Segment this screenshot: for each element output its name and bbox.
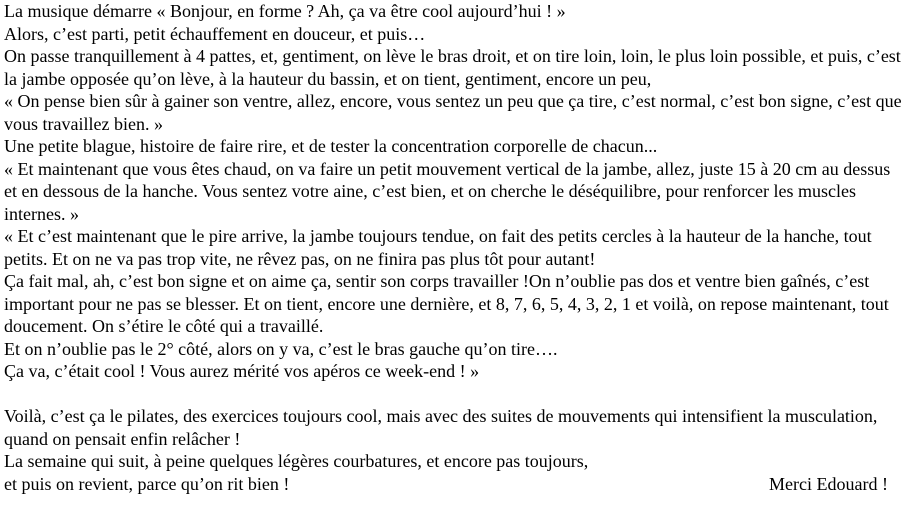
final-line-row	[4, 473, 904, 496]
document-body	[4, 0, 904, 495]
final-line-text: et puis on revient, parce qu’on rit bien !	[4, 473, 290, 494]
paragraph-5: Une petite blague, histoire de faire rire, et de tester la concentration corporelle de chacun...	[4, 136, 658, 156]
signature: Merci Edouard !	[769, 473, 888, 494]
blank-line	[4, 383, 904, 406]
paragraph-2: Alors, c’est parti, petit échauffement en douceur, et puis…	[4, 23, 426, 44]
closing-paragraph-2: La semaine qui suit, à peine quelques légères courbatures, et encore pas toujours,	[4, 451, 589, 471]
paragraph-1: La musique démarre « Bonjour, en forme ? Ah, ça va être cool aujourd’hui ! »	[4, 1, 566, 21]
closing-paragraph-1: Voilà, c’est ça le pilates, des exercices toujours cool, mais avec des suites de mouvements qui intensifient la musculation, quand on pensait enfin relâcher !	[4, 406, 878, 449]
paragraph-7: « Et c’est maintenant que le pire arrive, la jambe toujours tendue, on fait des petits cercles à la hauteur de la hanche, tout petits. Et on ne va pas trop vite, ne rêvez pas, on ne finira pas plus tôt pour autant!	[4, 226, 872, 269]
paragraph-3: On passe tranquillement à 4 pattes, et, gentiment, on lève le bras droit, et on tire loin, loin, le plus loin possible, et puis, c’est la jambe opposée qu’on lève, à la hauteur du bassin, et on tient, gentiment, encore un peu,	[4, 46, 901, 89]
paragraph-9: Et on n’oublie pas le 2° côté, alors on y va, c’est le bras gauche qu’on tire….	[4, 338, 558, 359]
paragraph-4: « On pense bien sûr à gainer son ventre, allez, encore, vous sentez un peu que ça tire, c’est normal, c’est bon signe, c’est que vous travaillez bien. »	[4, 91, 902, 134]
paragraph-10: Ça va, c’était cool ! Vous aurez mérité vos apéros ce week-end ! »	[4, 361, 480, 381]
paragraph-6: « Et maintenant que vous êtes chaud, on va faire un petit mouvement vertical de la jambe, allez, juste 15 à 20 cm au dessus et en dessous de la hanche. Vous sentez votre aine, c’est bien, et on cherche le déséquilibre, pour renforcer les muscles internes. »	[4, 158, 891, 224]
paragraph-8: Ça fait mal, ah, c’est bon signe et on aime ça, sentir son corps travailler !On n’oublie pas dos et ventre bien gaînés, c’est important pour ne pas se blesser. Et on tient, encore une dernière, et 8, 7, 6, 5, 4, 3, 2, 1 et voilà, on repose maintenant, tout doucement. On s’étire le côté qui a travaillé.	[4, 271, 889, 336]
